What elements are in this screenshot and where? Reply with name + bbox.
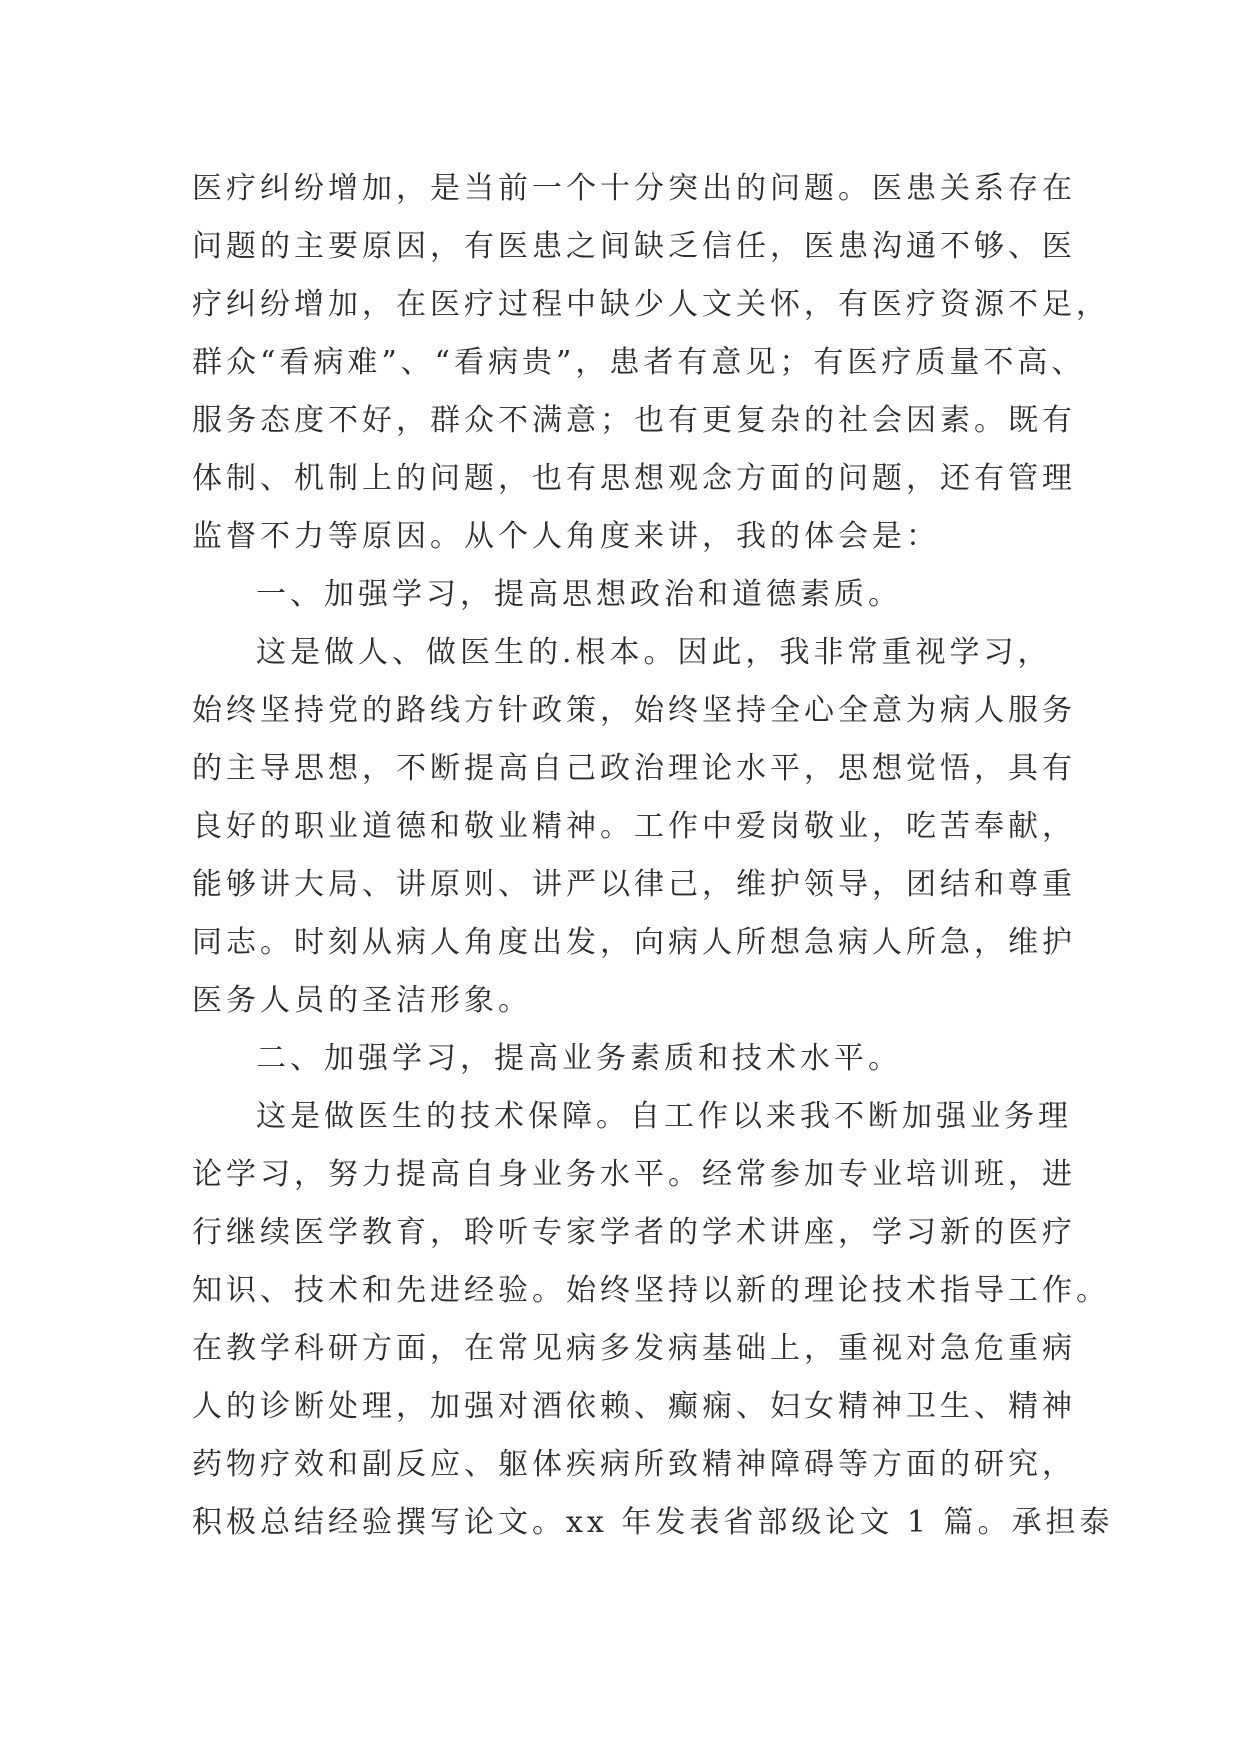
text-line: 疗纠纷增加，在医疗过程中缺少人文关怀，有医疗资源不足， [192, 287, 1110, 322]
text-line: 医疗纠纷增加，是当前一个十分突出的问题。医患关系存在 [192, 171, 1076, 206]
text-line: 始终坚持党的路线方针政策，始终坚持全心全意为病人服务 [192, 693, 1076, 728]
text-line: 同志。时刻从病人角度出发，向病人所想急病人所急，维护 [192, 925, 1076, 960]
text-line: 群众“看病难”、“看病贵”，患者有意见；有医疗质量不高、 [192, 345, 1086, 380]
text-line: 监督不力等原因。从个人角度来讲，我的体会是： [192, 519, 940, 554]
text-line: 人的诊断处理，加强对酒依赖、癫痫、妇女精神卫生、精神 [192, 1389, 1076, 1424]
text-line: 这是做医生的技术保障。自工作以来我不断加强业务理 [256, 1099, 1072, 1134]
text-line: 知识、技术和先进经验。始终坚持以新的理论技术指导工作。 [192, 1273, 1110, 1308]
text-line: 行继续医学教育，聆听专家学者的学术讲座，学习新的医疗 [192, 1215, 1076, 1250]
body-text [192, 160, 1114, 1552]
text-line: 积极总结经验撰写论文。xx 年发表省部级论文 1 篇。承担泰 [192, 1505, 1114, 1540]
text-line: 良好的职业道德和敬业精神。工作中爱岗敬业，吃苦奉献， [192, 809, 1076, 844]
text-line: 体制、机制上的问题，也有思想观念方面的问题，还有管理 [192, 461, 1076, 496]
section-heading: 一、加强学习，提高思想政治和道德素质。 [256, 577, 902, 612]
text-line: 服务态度不好，群众不满意；也有更复杂的社会因素。既有 [192, 403, 1076, 438]
text-line: 能够讲大局、讲原则、讲严以律己，维护领导，团结和尊重 [192, 867, 1076, 902]
text-line: 论学习，努力提高自身业务水平。经常参加专业培训班，进 [192, 1157, 1076, 1192]
text-line: 问题的主要原因，有医患之间缺乏信任，医患沟通不够、医 [192, 229, 1076, 264]
text-line: 在教学科研方面，在常见病多发病基础上，重视对急危重病 [192, 1331, 1076, 1366]
text-line: 的主导思想，不断提高自己政治理论水平，思想觉悟，具有 [192, 751, 1076, 786]
text-line: 医务人员的圣洁形象。 [192, 983, 532, 1018]
text-line: 药物疗效和副反应、躯体疾病所致精神障碍等方面的研究， [192, 1447, 1076, 1482]
section-heading: 二、加强学习，提高业务素质和技术水平。 [256, 1041, 902, 1076]
text-line: 这是做人、做医生的.根本。因此，我非常重视学习， [256, 635, 1052, 670]
